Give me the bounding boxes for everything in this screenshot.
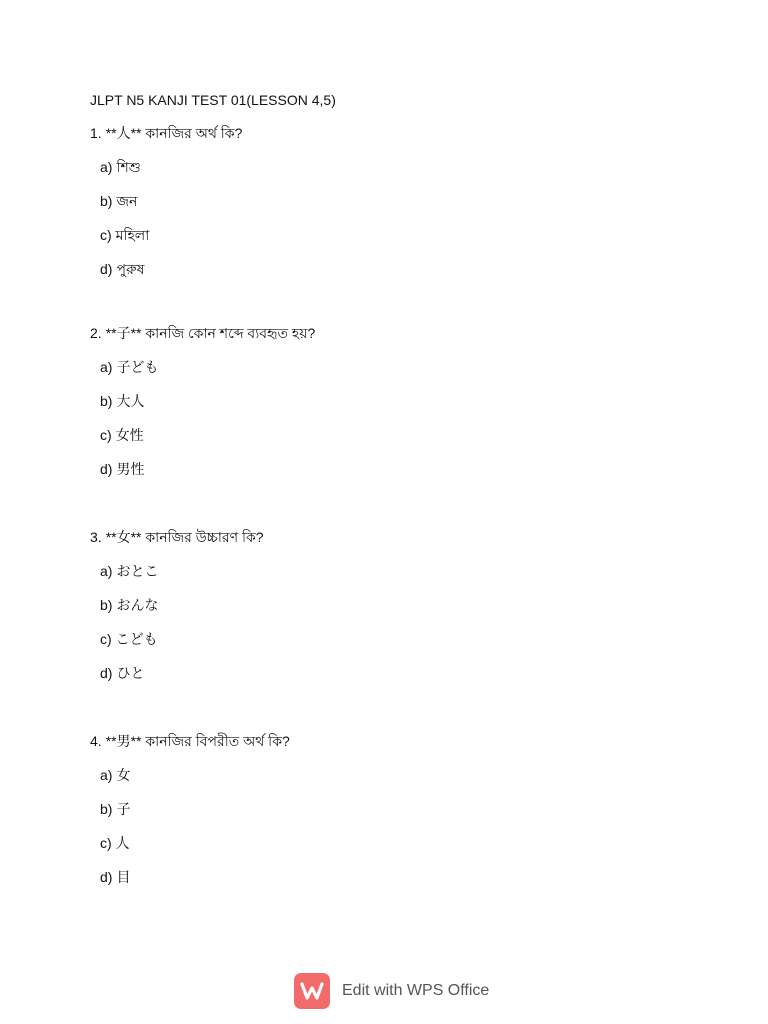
option-letter: b) [100,393,113,409]
option-b [100,192,730,210]
option-text: おんな [116,597,159,613]
option-letter: d) [100,461,113,477]
option-text: 女性 [115,427,144,443]
question-text [90,324,730,342]
option-text: 子ども [116,359,159,375]
option-c [100,226,730,244]
option-letter: a) [100,159,113,175]
option-d [100,460,730,478]
option-d [100,260,730,278]
option-d [100,664,730,682]
question-text [90,732,730,750]
question-prompt: **子** কানজি কোন শব্দে ব্যবহৃত হয়? [105,325,316,341]
question-number: 2. [90,325,102,341]
question-3 [90,528,730,682]
option-b [100,392,730,410]
question-4 [90,732,730,886]
option-letter: a) [100,767,113,783]
option-letter: c) [100,835,112,851]
option-letter: b) [100,193,113,209]
question-prompt: **女** কানজির উচ্চারণ কি? [105,529,264,545]
question-prompt: **男** কানজির বিপরীত অর্থ কি? [105,733,290,749]
option-text: 大人 [116,393,145,409]
option-text: 人 [115,835,130,851]
option-text: মহিলা [115,227,150,243]
option-c [100,426,730,444]
option-c [100,630,730,648]
option-letter: a) [100,359,113,375]
question-number: 3. [90,529,102,545]
option-text: こども [115,631,158,647]
option-text: ひと [116,665,145,681]
question-text [90,124,730,142]
question-number: 4. [90,733,102,749]
option-text: 子 [116,801,131,817]
option-letter: c) [100,427,112,443]
option-letter: a) [100,563,113,579]
question-2 [90,324,730,478]
option-text: 男性 [116,461,145,477]
option-b [100,596,730,614]
edit-with-wps-link[interactable] [294,972,489,1010]
option-letter: c) [100,227,112,243]
option-letter: b) [100,801,113,817]
option-text: পুরুষ [116,261,145,277]
option-d [100,868,730,886]
option-b [100,800,730,818]
question-text [90,528,730,546]
option-text: 目 [116,869,131,885]
wps-logo-icon [294,973,330,1009]
option-a [100,158,730,176]
question-number: 1. [90,125,102,141]
option-text: জন [116,193,138,209]
option-letter: d) [100,665,113,681]
option-text: শিশু [116,159,141,175]
question-1 [90,124,730,278]
edit-with-wps-label: Edit with WPS Office [342,982,490,999]
option-letter: b) [100,597,113,613]
option-letter: d) [100,869,113,885]
option-letter: d) [100,261,113,277]
option-letter: c) [100,631,112,647]
option-text: 女 [116,767,131,783]
option-a [100,562,730,580]
option-text: おとこ [116,563,159,579]
document-title: JLPT N5 KANJI TEST 01(LESSON 4,5) [90,92,336,108]
option-c [100,834,730,852]
question-prompt: **人** কানজির অর্থ কি? [105,125,243,141]
option-a [100,358,730,376]
option-a [100,766,730,784]
